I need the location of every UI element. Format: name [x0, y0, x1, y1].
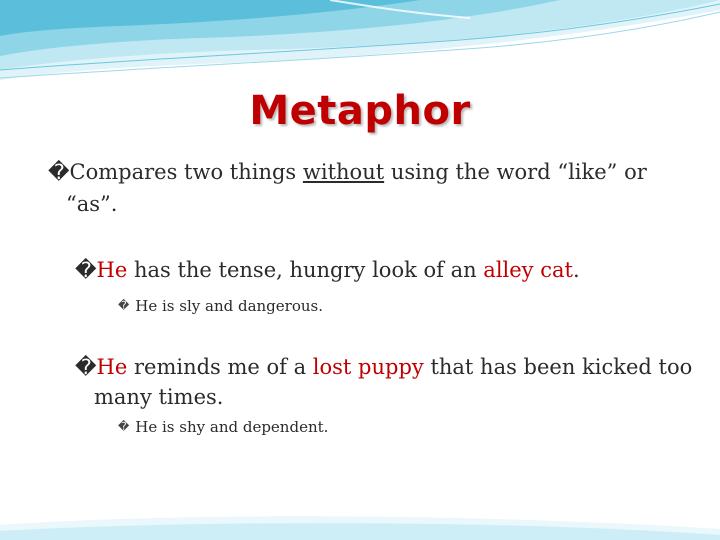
example-2-continued: many times. — [94, 385, 224, 409]
sub-bullet-icon: � — [118, 420, 130, 433]
example-1: �He has the tense, hungry look of an alley cat. — [75, 258, 580, 282]
metaphor-term: lost puppy — [312, 355, 424, 379]
bullet-icon: � — [48, 160, 70, 184]
example-2: �He reminds me of a lost puppy that has been kicked too — [75, 355, 693, 379]
metaphor-term: alley cat — [483, 258, 573, 282]
example-2-explanation: � He is shy and dependent. — [118, 418, 329, 436]
slide-title: Metaphor — [249, 88, 471, 134]
bullet-icon: � — [75, 258, 97, 282]
top-wave-decoration — [0, 0, 720, 90]
example-1-explanation: � He is sly and dangerous. — [118, 297, 323, 315]
bottom-wave-decoration — [0, 505, 720, 540]
emphasized-word: without — [302, 160, 385, 184]
sub-bullet-icon: � — [118, 299, 130, 312]
bullet-point-definition-continued: “as”. — [66, 192, 118, 216]
bullet-point-definition: �Compares two things without using the word “like” or — [48, 160, 647, 184]
bullet-icon: � — [75, 355, 97, 379]
